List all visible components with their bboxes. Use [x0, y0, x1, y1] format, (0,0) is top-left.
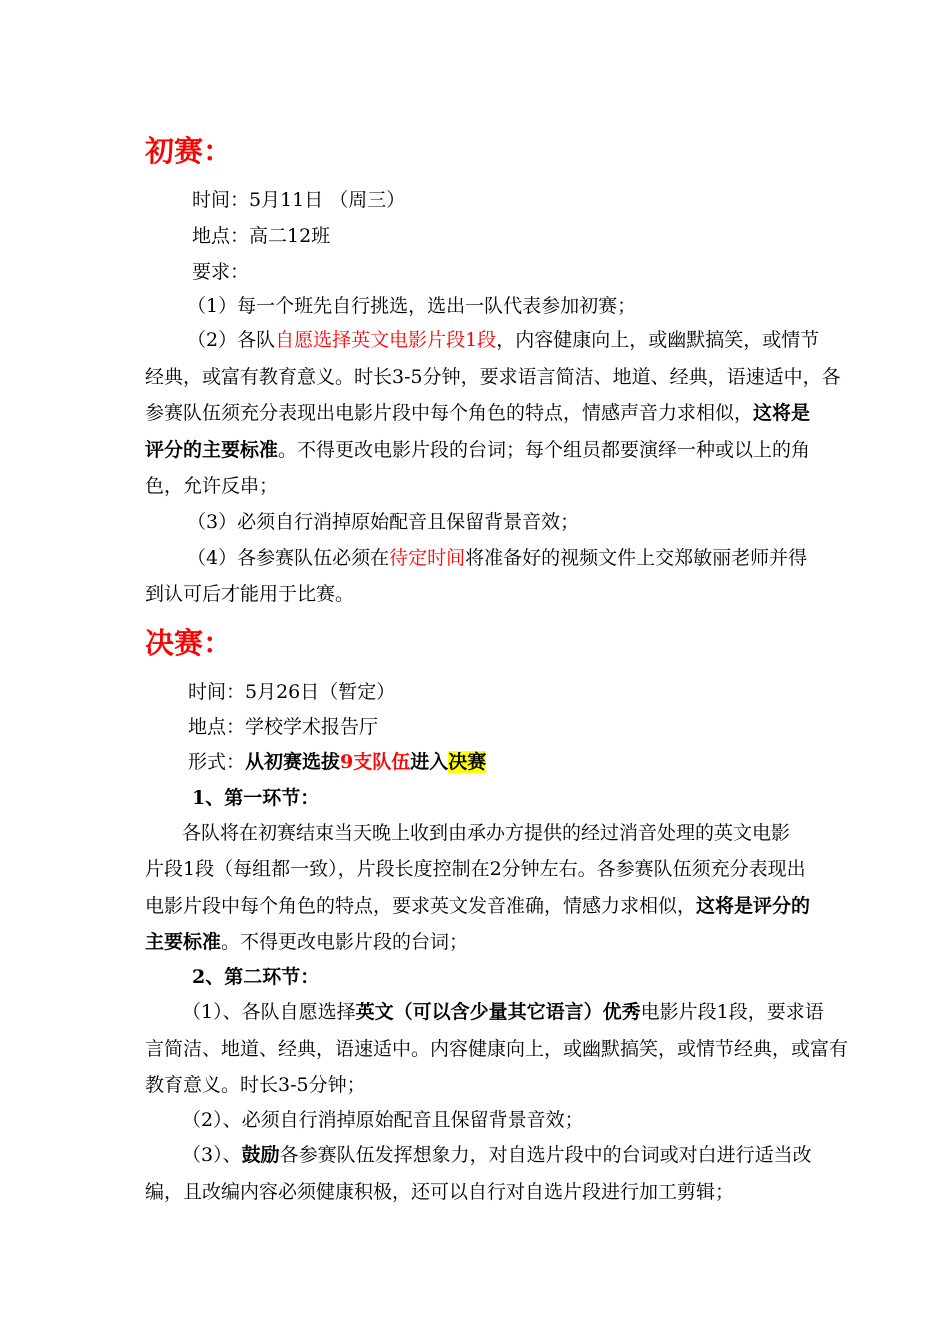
- paragraph-line: 到认可后才能用于比赛。: [145, 583, 355, 605]
- final-heading: 决赛：: [145, 626, 233, 660]
- prelim-rule-1: （1）每一个班先自行挑选，选出一队代表参加初赛；: [187, 295, 637, 317]
- paragraph-line: 言简洁、地道、经典，语速适中。内容健康向上，或幽默搞笑，或情节经典，或富有: [145, 1038, 849, 1060]
- prelim-place: 地点：高二12班: [192, 225, 331, 247]
- paragraph-line: 电影片段中每个角色的特点，要求英文发音准确，情感力求相似，这将是评分的: [145, 895, 811, 917]
- marker-highlight: 决赛: [448, 751, 487, 773]
- paragraph-line: 各队将在初赛结束当天晚上收到由承办方提供的经过消音处理的英文电影: [182, 822, 791, 844]
- final-format: 形式：从初赛选拔9支队伍进入决赛: [188, 751, 487, 773]
- paragraph-line: 经典，或富有教育意义。时长3-5分钟，要求语言简洁、地道、经典，语速适中，各: [145, 366, 841, 388]
- highlighted-text: 待定时间: [389, 547, 466, 569]
- paragraph-line: 编，且改编内容必须健康积极，还可以自行对自选片段进行加工剪辑；: [145, 1181, 735, 1203]
- emphasis-text: 这将是评分的: [696, 895, 811, 917]
- paragraph-line: （2）、必须自行消掉原始配音且保留背景音效；: [182, 1109, 584, 1131]
- final-time: 时间：5月26日（暂定）: [188, 681, 396, 703]
- paragraph-line: （3）、鼓励各参赛队伍发挥想象力，对自选片段中的台词或对白进行适当改: [182, 1144, 812, 1166]
- paragraph-line: 评分的主要标准。不得更改电影片段的台词；每个组员都要演绎一种或以上的角: [145, 439, 811, 461]
- emphasis-text: 评分的主要标准: [145, 439, 279, 461]
- emphasis-text: 英文（可以含少量其它语言）优秀: [355, 1001, 641, 1023]
- final-place: 地点：学校学术报告厅: [188, 716, 379, 738]
- paragraph-line: 色，允许反串；: [145, 475, 279, 497]
- prelim-heading: 初赛：: [145, 134, 233, 168]
- emphasis-text: 主要标准: [145, 931, 222, 953]
- paragraph-line: （1）、各队自愿选择英文（可以含少量其它语言）优秀电影片段1段，要求语: [182, 1001, 824, 1023]
- prelim-requirements-label: 要求：: [192, 261, 250, 283]
- emphasis-text: 这将是: [753, 402, 811, 424]
- paragraph-line: 教育意义。时长3-5分钟；: [145, 1074, 366, 1096]
- prelim-rule-4: （4）各参赛队伍必须在待定时间将准备好的视频文件上交郑敏丽老师并得: [187, 547, 808, 569]
- paragraph-line: 主要标准。不得更改电影片段的台词；: [145, 931, 469, 953]
- highlighted-text: 9支队伍: [340, 751, 411, 773]
- paragraph-line: 片段1段（每组都一致），片段长度控制在2分钟左右。各参赛队伍须充分表现出: [145, 858, 806, 880]
- section-1-title: 1、第一环节：: [192, 787, 320, 809]
- emphasis-text: 鼓励: [241, 1144, 280, 1166]
- prelim-rule-2: （2）各队自愿选择英文电影片段1段，内容健康向上，或幽默搞笑，或情节: [187, 329, 820, 351]
- prelim-rule-3: （3）必须自行消掉原始配音且保留背景音效；: [187, 511, 580, 533]
- paragraph-line: 参赛队伍须充分表现出电影片段中每个角色的特点，情感声音力求相似，这将是: [145, 402, 811, 424]
- highlighted-text: 自愿选择英文电影片段1段: [275, 329, 497, 351]
- section-2-title: 2、第二环节：: [192, 966, 320, 988]
- prelim-time: 时间：5月11日 （周三）: [192, 189, 406, 211]
